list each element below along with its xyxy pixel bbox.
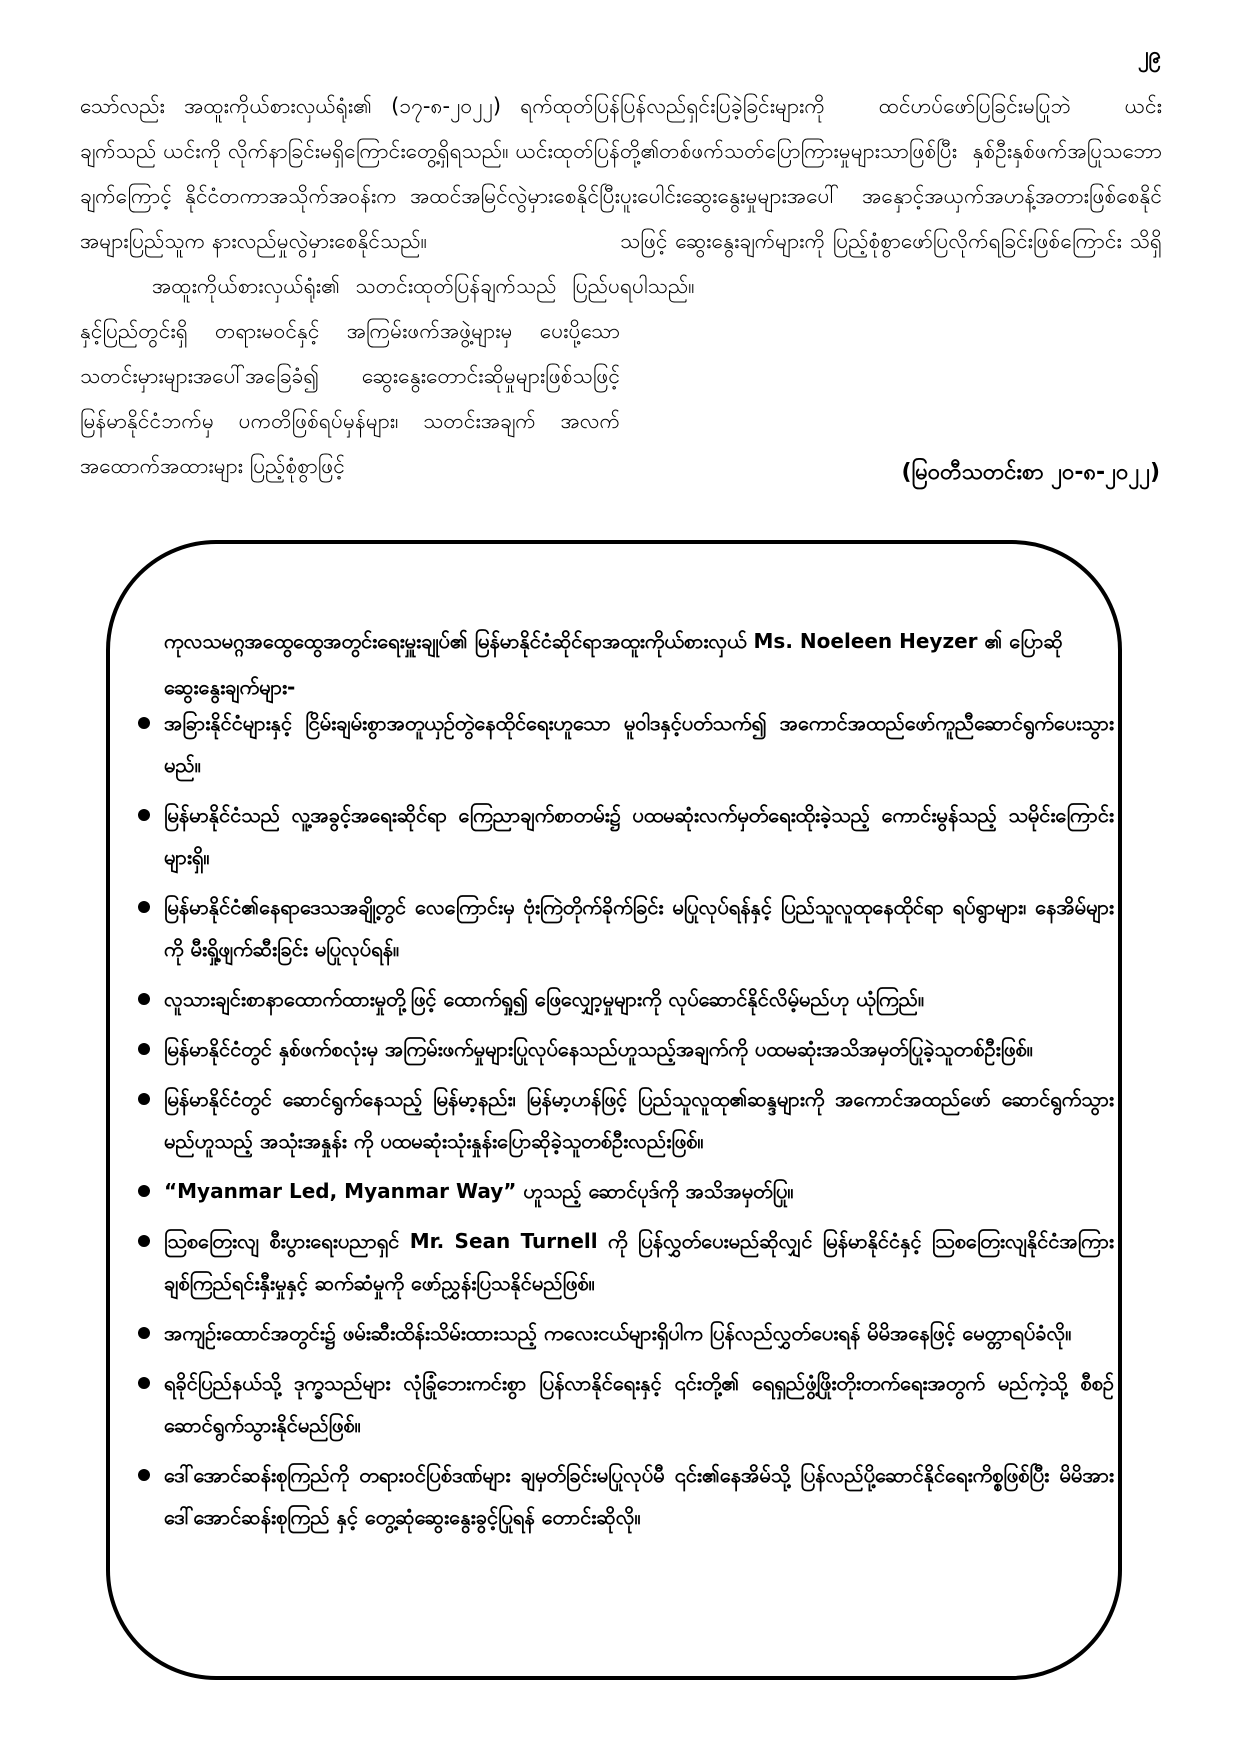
bullet-text: ဩစတြေးလျ စီးပွားရေးပညာရှင် Mr. Sean Turnell ကို ပြန်လွှတ်ပေးမည်ဆိုလျှင် မြန်မာနိုင်ငံနှင့် ဩစတြေးလျနိုင်ငံအကြား ချစ်ကြည်ရင်းနှီးမှုနှင့် ဆက်ဆံမှုကို ဖော်ညွှန်းပြသနိုင်မည်ဖြစ်။	[164, 1229, 1114, 1295]
bullet-icon	[138, 1185, 150, 1197]
bullet-icon	[138, 1043, 150, 1055]
bullet-list	[134, 702, 1114, 1546]
right-column	[620, 84, 1162, 309]
bullet-icon	[138, 1093, 150, 1105]
bullet-text: ဒေါ်အောင်ဆန်းစုကြည်ကို တရားဝင်ပြစ်ဒဏ်များ ချမှတ်ခြင်းမပြုလုပ်မီ ၎င်း၏နေအိမ်သို့ ပြန်လည်ပို့ဆောင်နိုင်ရေးကိစ္စဖြစ်ပြီး မိမိအား ဒေါ်အောင်ဆန်းစုကြည် နှင့် တွေ့ဆုံဆွေးနွေးခွင့်ပြုရန် တောင်းဆိုလို။	[164, 1463, 1114, 1529]
bullet-icon	[138, 1377, 150, 1389]
bullet-icon	[138, 1327, 150, 1339]
list-item	[134, 1078, 1114, 1162]
list-item	[134, 1028, 1114, 1070]
bullet-text: မြန်မာနိုင်ငံသည် လူ့အခွင့်အရေးဆိုင်ရာ ကြေညာချက်စာတမ်း၌ ပထမဆုံးလက်မှတ်ရေးထိုးခဲ့သည့် ကောင်းမွန်သည့် သမိုင်းကြောင်းများရှိ။	[164, 803, 1114, 869]
bullet-text: မြန်မာနိုင်ငံတွင် ဆောင်ရွက်နေသည့် မြန်မာ့နည်း၊ မြန်မာ့ဟန်ဖြင့် ပြည်သူလူထု၏ဆန္ဒများကို အကောင်အထည်ဖော် ဆောင်ရွက်သွားမည်ဟူသည့် အသုံးအနှုန်း ကို ပထမဆုံးသုံးနှုန်းပြောဆိုခဲ့သူတစ်ဦးလည်းဖြစ်။	[164, 1087, 1114, 1153]
box-heading: ကုလသမဂ္ဂအထွေထွေအတွင်းရေးမှူးချုပ်၏ မြန်မာနိုင်ငံဆိုင်ရာအထူးကိုယ်စားလှယ် Ms. Noeleen Heyzer ၏ ပြောဆိုဆွေးနွေးချက်များ-	[164, 629, 1063, 699]
bullet-icon	[138, 993, 150, 1005]
list-item	[134, 1312, 1114, 1354]
bullet-text: အကျဉ်းထောင်အတွင်း၌ ဖမ်းဆီးထိန်းသိမ်းထားသည့် ကလေးငယ်များရှိပါက ပြန်လည်လွှတ်ပေးရန် မိမိအနေဖြင့် မေတ္တာရပ်ခံလို။	[164, 1321, 1072, 1345]
left-paragraph-1: သော်လည်း အထူးကိုယ်စားလှယ်ရုံး၏ (၁၇-၈-၂၀၂၂) ရက်ထုတ်ပြန်ချက်သည် ယင်းကို လိုက်နာခြင်းမရှိကြောင်းတွေ့ရှိရသည်။ ယင်းထုတ်ပြန်ချက်ကြောင့် နိုင်ငံတကာအသိုက်အဝန်းက အထင်အမြင်လွဲမှားစေနိုင်ပြီး အများပြည်သူက နားလည်မှုလွဲမှားစေနိုင်သည်။	[80, 94, 620, 253]
bullet-icon	[138, 717, 150, 729]
bullet-text: မြန်မာနိုင်ငံတွင် နှစ်ဖက်စလုံးမှ အကြမ်းဖက်မှုများပြုလုပ်နေသည်ဟူသည့်အချက်ကို ပထမဆုံးအသိအမှတ်ပြုခဲ့သူတစ်ဦးဖြစ်။	[164, 1037, 1033, 1061]
bullet-text: မြန်မာနိုင်ငံ၏နေရာဒေသအချို့တွင် လေကြောင်းမှ ဗုံးကြဲတိုက်ခိုက်ခြင်း မပြုလုပ်ရန်နှင့် ပြည်သူလူထုနေထိုင်ရာ ရပ်ရွာများ၊ နေအိမ်များကို မီးရှို့ဖျက်ဆီးခြင်း မပြုလုပ်ရန်။	[164, 895, 1114, 961]
list-item	[134, 794, 1114, 878]
left-column	[80, 84, 620, 489]
list-item	[134, 1170, 1114, 1212]
bullet-text: အခြားနိုင်ငံများနှင့် ငြိမ်းချမ်းစွာအတူယှဉ်တွဲနေထိုင်ရေးဟူသော မူဝါဒနှင့်ပတ်သက်၍ အကောင်အထည်ဖော်ကူညီဆောင်ရွက်ပေးသွားမည်။	[164, 711, 1114, 777]
bullet-icon	[138, 1469, 150, 1481]
source-citation: (မြဝတီသတင်းစာ ၂၀-၈-၂၀၂၂)	[901, 460, 1160, 485]
bullet-text: ရခိုင်ပြည်နယ်သို့ ဒုက္ခသည်များ လုံခြုံဘေးကင်းစွာ ပြန်လာနိုင်ရေးနှင့် ၎င်းတို့၏ ရေရှည်ဖွံ့ဖြိုးတိုးတက်ရေးအတွက် မည်ကဲ့သို့ စီစဉ်ဆောင်ရွက်သွားနိုင်မည်ဖြစ်။	[164, 1371, 1114, 1437]
list-item	[134, 1454, 1114, 1538]
list-item	[134, 1362, 1114, 1446]
list-item	[134, 886, 1114, 970]
list-item	[134, 1220, 1114, 1304]
bullet-icon	[138, 809, 150, 821]
bullet-text: လူသားချင်းစာနာထောက်ထားမှုတို့ဖြင့် ထောက်ရှု၍ ဖြေလျှော့မှုများကို လုပ်ဆောင်နိုင်လိမ့်မည်ဟု ယုံကြည်။	[164, 987, 925, 1011]
list-item	[134, 978, 1114, 1020]
bullet-icon	[138, 901, 150, 913]
right-paragraph-1: ပြန်လည်ရှင်းပြခဲ့ခြင်းများကို ထင်ဟပ်ဖော်ပြခြင်းမပြုဘဲ ယင်းတို့၏တစ်ဖက်သတ်ပြောကြားမှုများသာဖြစ်ပြီး နှစ်ဦးနှစ်ဖက်အပြုသဘော ပူးပေါင်းဆွေးနွေးမှုများအပေါ် အနှောင့်အယှက်အဟန့်အတားဖြစ်စေနိုင်သဖြင့် ဆွေးနွေးချက်များကို ပြည့်စုံစွာဖော်ပြလိုက်ရခြင်းဖြစ်ကြောင်း သိရှိရပါသည်။	[620, 94, 1162, 298]
bullet-icon	[138, 1235, 150, 1247]
bullet-text: “Myanmar Led, Myanmar Way” ဟူသည့် ဆောင်ပုဒ်ကို အသိအမှတ်ပြု။	[164, 1179, 794, 1203]
page-number: ၂၉	[1138, 43, 1162, 68]
left-paragraph-2: အထူးကိုယ်စားလှယ်ရုံး၏ သတင်းထုတ်ပြန်ချက်သည် ပြည်ပနှင့်ပြည်တွင်းရှိ တရားမဝင်နှင့် အကြမ်းဖက်အဖွဲ့များမှ ပေးပို့သော သတင်းမှားများအပေါ်အခြေခံ၍ ဆွေးနွေးတောင်းဆိုမှုများဖြစ်သဖြင့် မြန်မာနိုင်ငံဘက်မှ ပကတိဖြစ်ရပ်မှန်များ၊ သတင်းအချက် အလက်အထောက်အထားများ ပြည့်စုံစွာဖြင့်	[80, 274, 620, 478]
list-item	[134, 702, 1114, 786]
